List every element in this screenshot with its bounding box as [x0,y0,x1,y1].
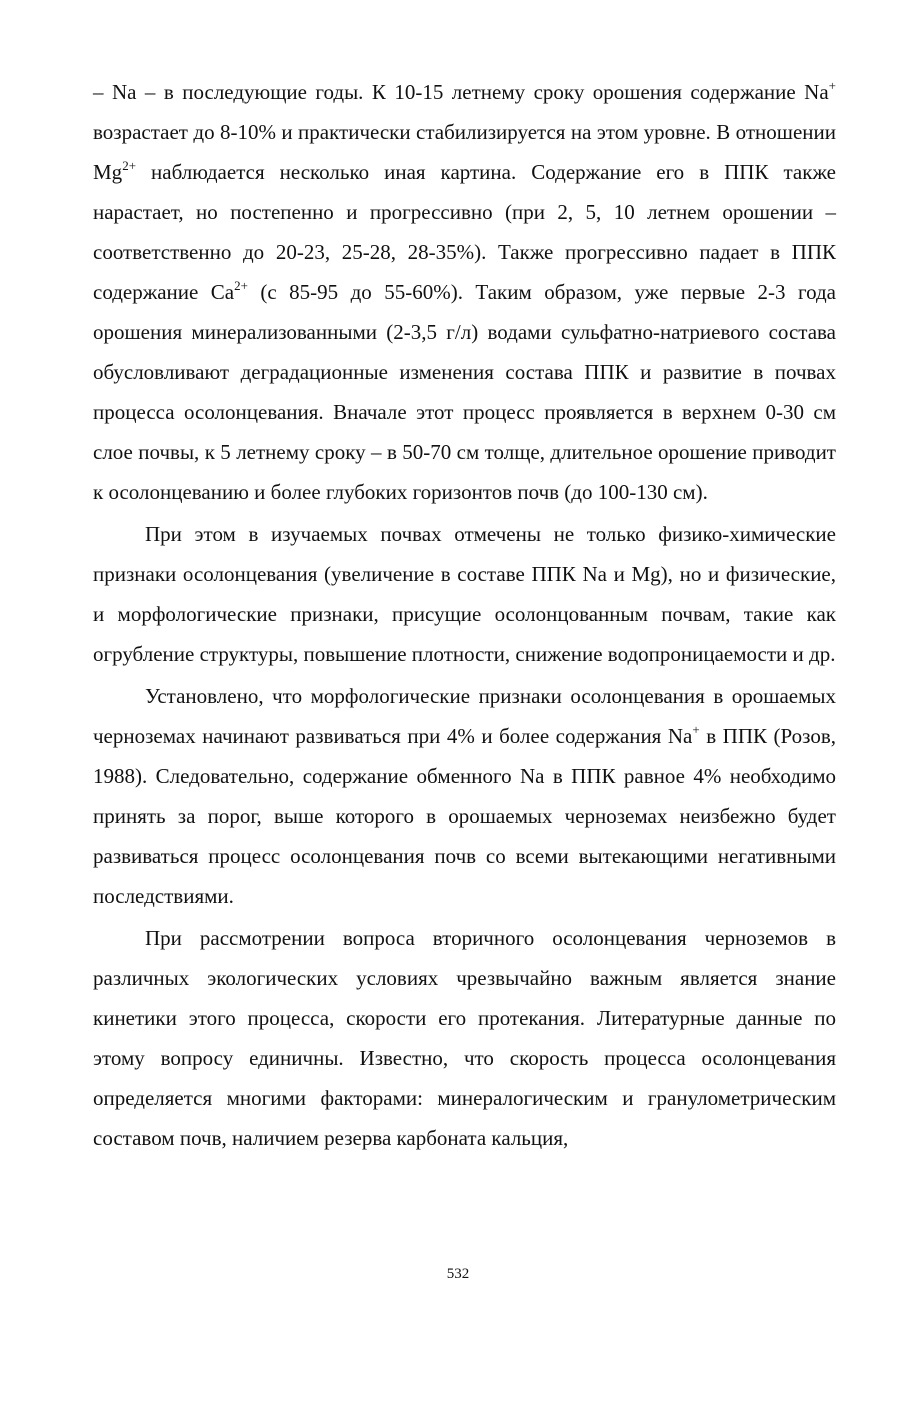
body-text [93,72,836,1158]
superscript: + [828,78,836,93]
paragraph-1: – Na – в последующие годы. К 10-15 летнему сроку орошения содержание Na+ возрастает до 8-10% и практически стабилизируется на этом уровне. В отношении $Mg^{2+}$ наблюдается несколько иная картина. Содержание его в ППК также нарастает, но постепенно и прогрессивно (при 2, 5, 10 летнем орошении – соответственно до 20-23, 25-28, 28-35%). Также прогрессивно падает в ППК содержание $Ca^{2+}$ (с 85-95 до 55-60%). Таким образом, уже первые 2-3 года орошения минерализованными (2-3,5 г/л) водами сульфатно-натриевого состава обусловливают деградационные изменения состава ППК и развитие в почвах процесса осолонцевания. Вначале этот процесс проявляется в верхнем 0-30 см слое почвы, к 5 летнему сроку – в 50-70 см толще, длительное орошение приводит к осолонцеванию и более глубоких горизонтов почв (до 100-130 см). [93,78,836,504]
superscript: 2+ [122,158,137,173]
paragraph-3: Установлено, что морфологические признаки осолонцевания в орошаемых черноземах начинают развиваться при 4% и более содержания Na+ в ППК (Розов, 1988). Следовательно, содержание обменного Na в ППК равное 4% необходимо принять за порог, выше которого в орошаемых черноземах неизбежно будет развиваться процесс осолонцевания почв со всеми вытекающими негативными последствиями. [93,684,836,908]
paragraph-4: При рассмотрении вопроса вторичного осолонцевания черноземов в различных экологических условиях чрезвычайно важным является знание кинетики этого процесса, скорости его протекания. Литературные данные по этому вопросу единичны. Известно, что скорость процесса осолонцевания определяется многими факторами: минералогическим и гранулометрическим составом почв, наличием резерва карбоната кальция, [93,926,836,1150]
paragraph-2: При этом в изучаемых почвах отмечены не только физико-химические признаки осолонцевания (увеличение в составе ППК Na и Mg), но и физические, и морфологические признаки, присущие осолонцованным почвам, такие как огрубление структуры, повышение плотности, снижение водопроницаемости и др. [93,522,836,666]
superscript: 2+ [234,278,248,293]
superscript: + [692,722,700,737]
page-number: 532 [446,1266,470,1282]
